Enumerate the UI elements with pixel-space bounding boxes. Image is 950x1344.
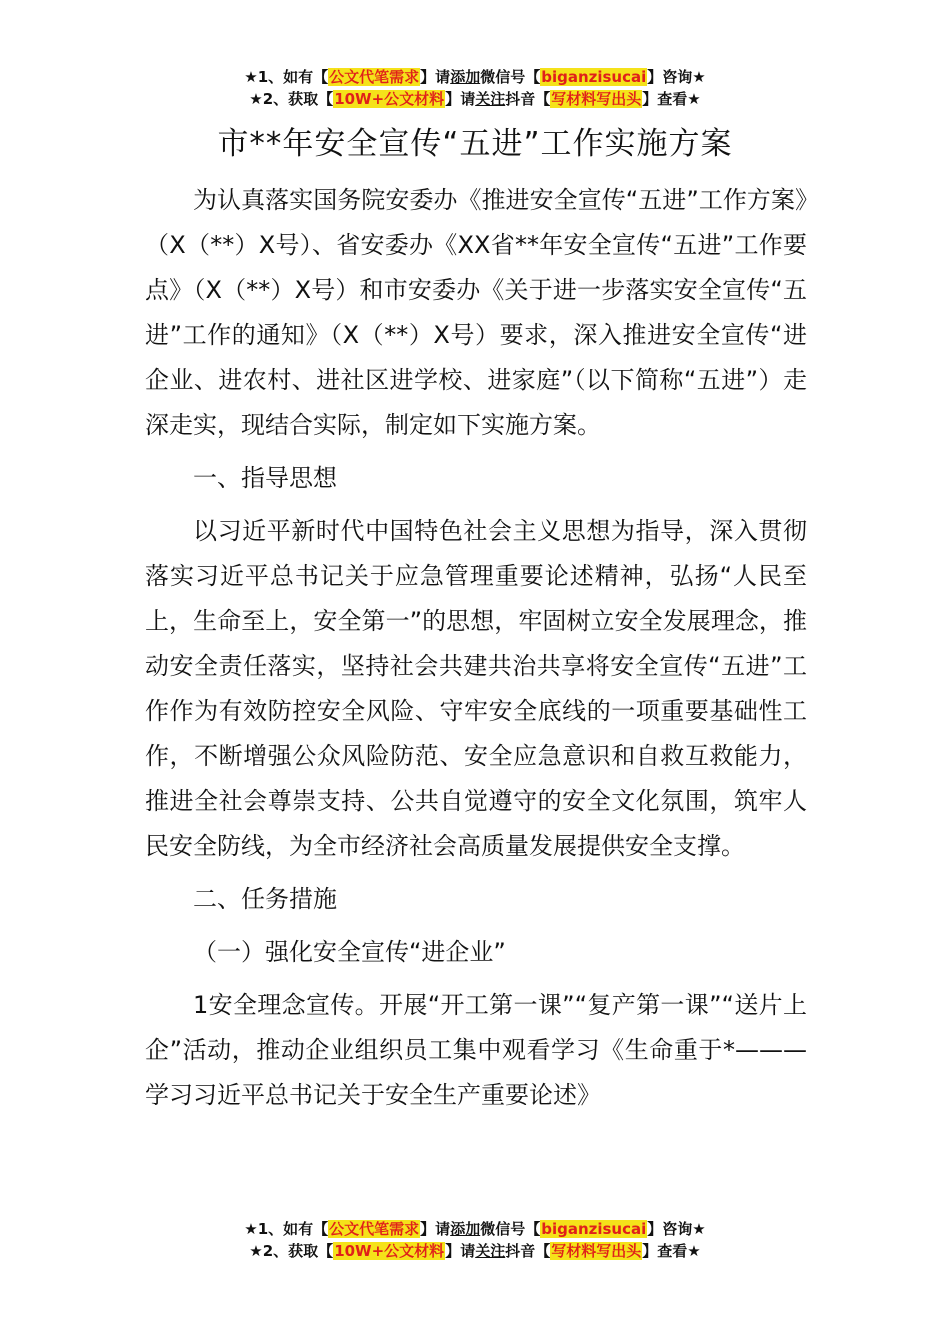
- bottom-banner: [0, 1218, 950, 1262]
- paragraph-guiding-ideology: 以习近平新时代中国特色社会主义思想为指导，深入贯彻落实习近平总书记关于应急管理重要论述精神，弘扬“人民至上，生命至上，安全第一”的思想，牢固树立安全发展理念，推动安全责任落实，坚持社会共建共治共享将安全宣传“五进”工作作为有效防控安全风险、守牢安全底线的一项重要基础性工作，不断增强公众风险防范、安全应急意识和自救互救能力，推进全社会尊崇支持、公共自觉遵守的安全文化氛围，筑牢人民安全防线，为全市经济社会高质量发展提供安全支撑。: [145, 517, 807, 860]
- banner-line-1: ★1、如有【公文代笔需求】请添加微信号【biganzisucai】咨询★: [244, 68, 706, 86]
- paragraph-safety-concept: 1安全理念宣传。开展“开工第一课”“复产第一课”“送片上企”活动，推动企业组织员工集中观看学习《生命重于*———学习习近平总书记关于安全生产重要论述》: [145, 991, 807, 1109]
- highlight-douyin-id[interactable]: 写材料写出头: [551, 1242, 642, 1260]
- heading-guiding-ideology: 一、指导思想: [193, 464, 337, 492]
- highlight-wechat-id[interactable]: biganzisucai: [541, 1220, 647, 1238]
- highlight-materials: 10W+公文材料: [334, 1242, 445, 1260]
- banner-line-2: ★2、获取【10W+公文材料】请关注抖音【写材料写出头】查看★: [249, 1242, 701, 1260]
- top-banner: [0, 66, 950, 110]
- heading-tasks: 二、任务措施: [193, 885, 337, 913]
- document-body: [145, 178, 807, 1118]
- paragraph-intro: 为认真落实国务院安委办《推进安全宣传“五进”工作方案》（X（**）X号）、省安委办《XX省**年安全宣传“五进”工作要点》（X（**）X号）和市安委办《关于进一步落实安全宣传“五进”工作的通知》（X（**）X号）要求，深入推进安全宣传“进企业、进农村、进社区进学校、进家庭”（以下简称“五进”）走深走实，现结合实际，制定如下实施方案。: [145, 186, 807, 439]
- highlight-materials: 10W+公文材料: [334, 90, 445, 108]
- banner-line-1: ★1、如有【公文代笔需求】请添加微信号【biganzisucai】咨询★: [244, 1220, 706, 1238]
- banner-line-2: ★2、获取【10W+公文材料】请关注抖音【写材料写出头】查看★: [249, 90, 701, 108]
- highlight-wechat-id[interactable]: biganzisucai: [541, 68, 647, 86]
- document-title: 市**年安全宣传“五进”工作实施方案: [217, 126, 733, 162]
- highlight-service: 公文代笔需求: [329, 1220, 420, 1238]
- highlight-douyin-id[interactable]: 写材料写出头: [551, 90, 642, 108]
- highlight-service: 公文代笔需求: [329, 68, 420, 86]
- subheading-enterprise: （一）强化安全宣传“进企业”: [193, 938, 506, 966]
